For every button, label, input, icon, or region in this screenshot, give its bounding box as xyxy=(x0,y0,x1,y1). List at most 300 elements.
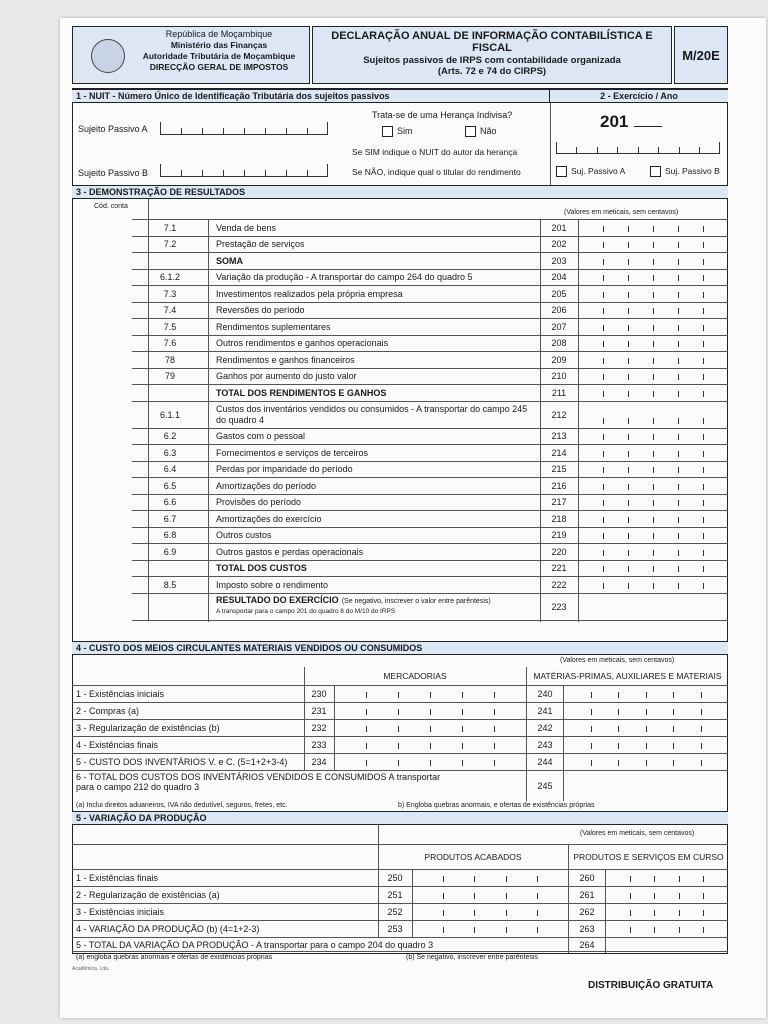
value-digit-tick xyxy=(703,434,704,440)
account-code: 7.1 xyxy=(163,222,177,233)
line-description: Reversões do período xyxy=(216,305,305,316)
value-digit-tick xyxy=(537,927,538,933)
value-digit-tick xyxy=(398,743,399,749)
result-row xyxy=(132,428,728,445)
section4-colhead-row xyxy=(72,667,728,685)
section1-title: 1 - NUIT - Número Único de Identificação Tributária dos sujeitos passivos xyxy=(76,91,390,101)
value-digit-tick xyxy=(678,484,679,490)
field-code: 211 xyxy=(551,387,567,398)
field-code: 262 xyxy=(579,907,595,917)
account-code: 6.2 xyxy=(163,431,177,442)
value-digit-tick xyxy=(703,484,704,490)
suj-a-label: Suj. Passivo A xyxy=(571,166,626,176)
value-digit-tick xyxy=(628,533,629,539)
value-digit-tick xyxy=(653,275,654,281)
value-digit-tick xyxy=(462,692,463,698)
value-digit-tick xyxy=(591,709,592,715)
field-code: 216 xyxy=(551,480,567,491)
result-row xyxy=(132,494,728,511)
value-digit-tick xyxy=(506,910,507,916)
materias-header xyxy=(527,667,728,685)
field-code: 218 xyxy=(551,513,567,524)
value-digit-tick xyxy=(653,517,654,523)
result-row xyxy=(132,219,728,236)
section5-title: 5 - VARIAÇÃO DA PRODUÇÃO xyxy=(76,813,207,823)
value-digit-tick xyxy=(603,533,604,539)
value-digit-tick xyxy=(506,927,507,933)
inventory-total-description xyxy=(76,772,440,792)
value-digit-tick xyxy=(591,760,592,766)
value-digit-tick xyxy=(703,927,704,933)
value-digit-tick xyxy=(703,341,704,347)
value-digit-tick xyxy=(537,876,538,882)
field-code: 221 xyxy=(551,563,567,574)
line-description: TOTAL DOS RENDIMENTOS E GANHOS xyxy=(216,387,387,398)
value-digit-tick xyxy=(673,760,674,766)
line-description: TOTAL DOS CUSTOS xyxy=(216,563,307,574)
form-title: DECLARAÇÃO ANUAL DE INFORMAÇÃO CONTABILÍSTICA E FISCAL xyxy=(331,30,653,54)
inventory-description: 3 - Regularização de existências (b) xyxy=(76,723,220,733)
value-digit-tick xyxy=(618,743,619,749)
field-code: 222 xyxy=(551,579,567,590)
value-digit-tick xyxy=(673,743,674,749)
value-digit-tick xyxy=(653,418,654,424)
field-code: 213 xyxy=(551,431,567,442)
value-digit-tick xyxy=(678,358,679,364)
account-code: 7.6 xyxy=(163,338,177,349)
value-digit-tick xyxy=(703,226,704,232)
value-digit-tick xyxy=(703,500,704,506)
line-description: SOMA xyxy=(216,255,243,266)
row-divider xyxy=(208,429,209,446)
value-digit-tick xyxy=(430,692,431,698)
distribution-label: DISTRIBUIÇÃO GRATUITA xyxy=(588,980,714,991)
account-code xyxy=(132,385,208,401)
production-description: 4 - VARIAÇÃO DA PRODUÇÃO (b) (4=1+2-3) xyxy=(76,924,260,934)
header-title-box xyxy=(312,26,672,84)
field-code: 202 xyxy=(551,239,567,250)
inventory-total-line2: para o campo 212 do quadro 3 xyxy=(76,782,200,792)
account-code: 7.3 xyxy=(163,288,177,299)
value-digit-tick xyxy=(628,391,629,397)
value-digit-tick xyxy=(591,726,592,732)
value-digit-tick xyxy=(679,876,680,882)
inventory-row xyxy=(72,719,728,736)
value-field[interactable] xyxy=(578,402,728,428)
inventory-description: 5 - CUSTO DOS INVENTÁRIOS V. e C. (5=1+2+3-4) xyxy=(76,757,288,767)
inventory-row xyxy=(72,736,728,753)
result-label-block xyxy=(216,595,491,615)
result-row xyxy=(132,351,728,368)
value-digit-tick xyxy=(654,876,655,882)
value-digit-tick xyxy=(430,743,431,749)
account-code xyxy=(132,561,208,577)
value-digit-tick xyxy=(678,374,679,380)
value-digit-tick xyxy=(678,341,679,347)
section4-colhead-blank xyxy=(72,667,304,685)
result-row xyxy=(132,335,728,352)
row-divider xyxy=(208,577,209,594)
value-digit-tick xyxy=(628,226,629,232)
field-code: 209 xyxy=(551,354,567,365)
line-description: Prestação de serviços xyxy=(216,239,305,250)
field-code: 241 xyxy=(537,706,553,716)
exercise-year: 201 xyxy=(600,112,629,131)
account-code xyxy=(132,253,208,269)
field-code: 210 xyxy=(551,371,567,382)
authority-name: Autoridade Tributária de Moçambique xyxy=(142,51,296,61)
field-code: 207 xyxy=(551,321,567,332)
row-divider xyxy=(208,528,209,545)
value-digit-tick xyxy=(398,692,399,698)
value-digit-tick xyxy=(653,467,654,473)
result-row xyxy=(132,236,728,253)
value-digit-tick xyxy=(678,434,679,440)
value-digit-tick xyxy=(653,451,654,457)
value-digit-tick xyxy=(628,434,629,440)
line-description: Venda de bens xyxy=(216,222,277,233)
production-row xyxy=(72,903,728,920)
value-digit-tick xyxy=(701,692,702,698)
account-code: 6.7 xyxy=(163,513,177,524)
value-digit-tick xyxy=(703,451,704,457)
field-code: 251 xyxy=(387,890,403,900)
value-digit-tick xyxy=(701,760,702,766)
value-digit-tick xyxy=(628,451,629,457)
account-code: 6.1.2 xyxy=(159,272,181,283)
value-digit-tick xyxy=(628,583,629,589)
value-digit-tick xyxy=(703,550,704,556)
value-digit-tick xyxy=(653,391,654,397)
value-digit-tick xyxy=(628,341,629,347)
row-divider xyxy=(208,352,209,369)
sim-checkbox[interactable] xyxy=(382,126,393,137)
value-digit-tick xyxy=(603,517,604,523)
value-digit-tick xyxy=(506,876,507,882)
value-digit-tick xyxy=(679,927,680,933)
value-digit-tick xyxy=(618,726,619,732)
value-digit-tick xyxy=(703,308,704,314)
value-digit-tick xyxy=(603,484,604,490)
value-digit-tick xyxy=(494,726,495,732)
result-row xyxy=(132,269,728,286)
value-digit-tick xyxy=(398,709,399,715)
field-code: 230 xyxy=(311,689,327,699)
em-curso-value-field[interactable] xyxy=(605,887,728,903)
account-code: 78 xyxy=(164,354,175,365)
acabados-value-field[interactable] xyxy=(412,887,568,903)
account-code: 7.4 xyxy=(163,305,177,316)
value-digit-tick xyxy=(653,358,654,364)
value-digit-tick xyxy=(678,391,679,397)
field-code: 233 xyxy=(311,740,327,750)
field-code: 212 xyxy=(551,409,567,420)
value-digit-tick xyxy=(603,434,604,440)
suj-b-label: Suj. Passivo B xyxy=(665,166,720,176)
section4-header xyxy=(72,641,728,655)
value-digit-tick xyxy=(618,692,619,698)
value-digit-tick xyxy=(628,275,629,281)
value-digit-tick xyxy=(703,374,704,380)
value-digit-tick xyxy=(591,743,592,749)
value-digit-tick xyxy=(494,743,495,749)
mercadorias-label: MERCADORIAS xyxy=(383,671,447,681)
value-digit-tick xyxy=(443,893,444,899)
field-code: 217 xyxy=(551,497,567,508)
line-description: Rendimentos e ganhos financeiros xyxy=(216,354,355,365)
value-digit-tick xyxy=(653,583,654,589)
line-description: Gastos com o pessoal xyxy=(216,431,306,442)
inventory-total-row xyxy=(72,770,728,800)
field-code: 219 xyxy=(551,530,567,541)
inventory-total-value-field[interactable] xyxy=(563,771,728,800)
field-code: 243 xyxy=(537,740,553,750)
field-code: 260 xyxy=(579,873,595,883)
value-digit-tick xyxy=(628,325,629,331)
value-digit-tick xyxy=(603,226,604,232)
value-digit-tick xyxy=(646,692,647,698)
value-digit-tick xyxy=(628,418,629,424)
value-digit-tick xyxy=(678,242,679,248)
heranca-sim-option[interactable] xyxy=(382,126,413,137)
account-code: 7.2 xyxy=(163,239,177,250)
inventory-description: 2 - Compras (a) xyxy=(76,706,140,716)
section1-header xyxy=(72,89,550,103)
inventory-row xyxy=(72,753,728,770)
value-digit-tick xyxy=(474,927,475,933)
row-divider xyxy=(208,336,209,353)
value-digit-tick xyxy=(603,451,604,457)
row-divider xyxy=(208,319,209,336)
value-digit-tick xyxy=(628,566,629,572)
row-divider xyxy=(208,495,209,512)
production-total-description: 5 - TOTAL DA VARIAÇÃO DA PRODUÇÃO - A transportar para o campo 204 do quadro 3 xyxy=(76,939,434,950)
row-divider xyxy=(208,478,209,495)
heir-nuit-field[interactable] xyxy=(556,142,720,154)
value-digit-tick xyxy=(703,566,704,572)
production-total-value-field[interactable] xyxy=(605,938,728,951)
value-digit-tick xyxy=(628,517,629,523)
value-digit-tick xyxy=(678,500,679,506)
result-row xyxy=(132,302,728,319)
acabados-value-field[interactable] xyxy=(412,870,568,886)
value-digit-tick xyxy=(701,726,702,732)
produtos-acabados-label: PRODUTOS ACABADOS xyxy=(424,852,522,862)
field-code: 261 xyxy=(579,890,595,900)
result-sub: A transportar para o campo 201 do quadro 8 do M/10 do IRPS xyxy=(216,607,396,615)
production-row xyxy=(72,886,728,903)
conta-column-line xyxy=(148,219,149,621)
form-code: M/20E xyxy=(682,47,720,63)
section3-header xyxy=(72,185,728,199)
value-digit-tick xyxy=(653,242,654,248)
result-row xyxy=(132,252,728,269)
value-digit-tick xyxy=(679,893,680,899)
result-label: RESULTADO DO EXERCÍCIO xyxy=(216,594,339,605)
section5-colhead-row xyxy=(72,844,728,869)
value-field[interactable] xyxy=(578,594,728,620)
header-left-box xyxy=(72,26,310,84)
section4-title: 4 - CUSTO DOS MEIOS CIRCULANTES MATERIAIS VENDIDOS OU CONSUMIDOS xyxy=(76,643,423,653)
section2-title: 2 - Exercício / Ano xyxy=(600,91,678,101)
value-digit-tick xyxy=(678,533,679,539)
result-row xyxy=(132,477,728,494)
field-code: 201 xyxy=(551,222,567,233)
result-row xyxy=(132,384,728,401)
field-code: 215 xyxy=(551,464,567,475)
value-digit-tick xyxy=(398,726,399,732)
value-digit-tick xyxy=(603,500,604,506)
value-digit-tick xyxy=(653,341,654,347)
field-code: 242 xyxy=(537,723,553,733)
value-digit-tick xyxy=(653,533,654,539)
nao-label: Não xyxy=(480,126,497,136)
sp-b-label: Sujeito Passivo B xyxy=(78,168,149,178)
inventory-row xyxy=(72,702,728,719)
nuit-field-b[interactable] xyxy=(160,164,328,177)
printer-credit: Acadêmica, Lda. xyxy=(72,966,110,972)
row-divider xyxy=(208,303,209,320)
value-digit-tick xyxy=(366,692,367,698)
acabados-value-field[interactable] xyxy=(412,904,568,920)
nao-checkbox[interactable] xyxy=(465,126,476,137)
value-digit-tick xyxy=(653,374,654,380)
production-row xyxy=(72,869,728,886)
result-row xyxy=(132,461,728,478)
account-code: 6.9 xyxy=(163,546,177,557)
result-row xyxy=(132,368,728,385)
suj-a-option[interactable] xyxy=(556,166,625,177)
value-digit-tick xyxy=(430,709,431,715)
row-divider xyxy=(208,270,209,287)
result-row xyxy=(132,318,728,335)
value-digit-tick xyxy=(494,692,495,698)
row-divider xyxy=(208,544,209,561)
result-row xyxy=(132,527,728,544)
materias-label: MATÉRIAS-PRIMAS, AUXILIARES E MATERIAIS xyxy=(533,671,722,681)
production-description: 3 - Existências iniciais xyxy=(76,907,165,917)
value-digit-tick xyxy=(646,709,647,715)
row-divider xyxy=(208,253,209,270)
em-curso-value-field[interactable] xyxy=(605,870,728,886)
value-digit-tick xyxy=(474,910,475,916)
row-divider xyxy=(208,594,209,622)
field-code: 234 xyxy=(311,757,327,767)
field-code: 232 xyxy=(311,723,327,733)
value-digit-tick xyxy=(366,743,367,749)
result-row-final xyxy=(132,593,728,621)
value-digit-tick xyxy=(462,760,463,766)
value-digit-tick xyxy=(646,760,647,766)
value-digit-tick xyxy=(703,533,704,539)
account-code: 7.5 xyxy=(163,321,177,332)
value-digit-tick xyxy=(703,418,704,424)
year-digit-field[interactable] xyxy=(634,112,662,127)
row-divider xyxy=(208,237,209,254)
heranca-nao-option[interactable] xyxy=(465,126,497,137)
line-description: Outros gastos e perdas operacionais xyxy=(216,546,364,557)
value-digit-tick xyxy=(603,418,604,424)
value-digit-tick xyxy=(628,484,629,490)
section1-divider xyxy=(550,103,551,186)
line-description: Investimentos realizados pela própria empresa xyxy=(216,288,403,299)
production-description: 1 - Existências finais xyxy=(76,873,159,883)
value-digit-tick xyxy=(618,709,619,715)
value-digit-tick xyxy=(703,242,704,248)
mercadorias-header xyxy=(304,667,526,685)
suj-a-checkbox[interactable] xyxy=(556,166,567,177)
account-code: 79 xyxy=(164,371,175,382)
produtos-curso-label: PRODUTOS E SERVIÇOS EM CURSO xyxy=(573,852,724,862)
line-description: Ganhos por aumento do justo valor xyxy=(216,371,357,382)
acabados-value-field[interactable] xyxy=(412,921,568,937)
country-name: República de Moçambique xyxy=(165,29,273,39)
value-digit-tick xyxy=(603,341,604,347)
inventory-description: 1 - Existências iniciais xyxy=(76,689,165,699)
value-digit-tick xyxy=(443,910,444,916)
exercise-year-row xyxy=(600,112,662,132)
value-digit-tick xyxy=(603,583,604,589)
line-description: Amortizações do período xyxy=(216,480,317,491)
produtos-curso-header xyxy=(569,845,728,869)
field-code: 240 xyxy=(537,689,553,699)
value-digit-tick xyxy=(628,242,629,248)
value-digit-tick xyxy=(653,259,654,265)
field-code: 253 xyxy=(387,924,403,934)
production-row xyxy=(72,920,728,937)
em-curso-value-field[interactable] xyxy=(605,904,728,920)
account-code: 6.8 xyxy=(163,530,177,541)
value-digit-tick xyxy=(703,876,704,882)
result-row xyxy=(132,560,728,577)
value-digit-tick xyxy=(654,910,655,916)
value-digit-tick xyxy=(430,726,431,732)
field-code: 264 xyxy=(579,939,595,950)
value-digit-tick xyxy=(603,467,604,473)
value-digit-tick xyxy=(703,517,704,523)
value-digit-tick xyxy=(678,308,679,314)
nuit-field-a[interactable] xyxy=(160,122,328,135)
field-code: 205 xyxy=(551,288,567,299)
value-digit-tick xyxy=(678,259,679,265)
em-curso-value-field[interactable] xyxy=(605,921,728,937)
account-code: 6.4 xyxy=(163,464,177,475)
row-divider xyxy=(208,402,209,429)
value-digit-tick xyxy=(703,910,704,916)
value-digit-tick xyxy=(653,566,654,572)
directorate-name: DIRECÇÃO GERAL DE IMPOSTOS xyxy=(149,62,289,72)
ministry-name: Ministério das Finanças xyxy=(170,40,268,50)
value-digit-tick xyxy=(703,275,704,281)
inventory-description: 4 - Existências finais xyxy=(76,740,159,750)
value-digit-tick xyxy=(506,893,507,899)
value-digit-tick xyxy=(628,308,629,314)
value-digit-tick xyxy=(591,692,592,698)
value-digit-tick xyxy=(366,709,367,715)
line-description: Rendimentos suplementares xyxy=(216,321,331,332)
field-code: 250 xyxy=(387,873,403,883)
account-code: 6.6 xyxy=(163,497,177,508)
suj-b-option[interactable] xyxy=(650,166,720,177)
suj-b-checkbox[interactable] xyxy=(650,166,661,177)
value-digit-tick xyxy=(628,259,629,265)
value-digit-tick xyxy=(603,391,604,397)
section5-units: (Valores em meticais, sem centavos) xyxy=(580,830,695,837)
line-description: Imposto sobre o rendimento xyxy=(216,579,329,590)
value-digit-tick xyxy=(603,358,604,364)
value-digit-tick xyxy=(653,500,654,506)
value-digit-tick xyxy=(653,434,654,440)
